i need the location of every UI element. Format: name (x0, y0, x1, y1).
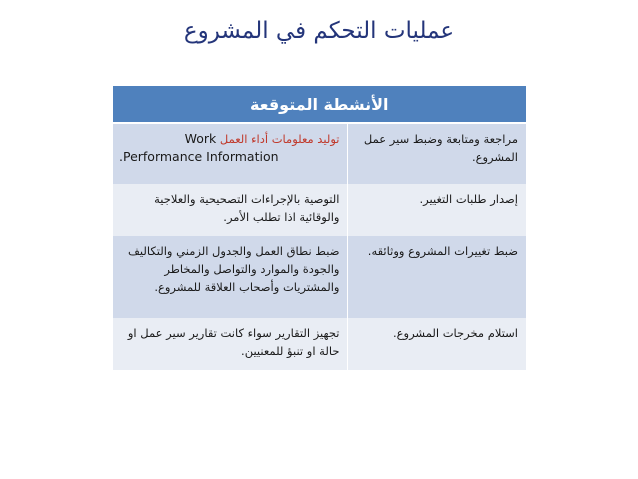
table-row (113, 123, 527, 184)
slide-title: عمليات التحكم في المشروع (183, 18, 455, 44)
table-cell: تجهيز التقارير سواء كانت تقارير سير عمل او حالة او تنبؤ للمعنيين. (113, 318, 348, 370)
table-header-row (113, 86, 527, 123)
table-row (113, 318, 527, 370)
table-row (113, 236, 527, 318)
table-cell: ضبط نطاق العمل والجدول الزمني والتكاليف والجودة والموارد والتواصل والمخاطر والمشتريات وأصحاب العلاقة للمشروع. (113, 236, 348, 318)
table-cell: التوصية بالإجراءات التصحيحية والعلاجية والوقائية اذا تطلب الأمر. (113, 184, 348, 236)
highlighted-text: توليد معلومات أداء العمل (219, 132, 340, 146)
activities-table (112, 86, 526, 370)
table-cell: مراجعة ومتابعة وضبط سير عمل المشروع. (348, 123, 526, 184)
table-cell: ضبط تغييرات المشروع ووثائقه. (348, 236, 526, 318)
cell-line (119, 130, 339, 148)
table-cell: استلام مخرجات المشروع. (348, 318, 526, 370)
table-cell (113, 123, 348, 184)
table-row (113, 184, 527, 236)
english-term-word: Work (184, 131, 217, 146)
table-header: الأنشطة المتوقعة (113, 86, 527, 123)
table-cell: إصدار طلبات التغيير. (348, 184, 526, 236)
english-term: .Performance Information (119, 149, 279, 164)
